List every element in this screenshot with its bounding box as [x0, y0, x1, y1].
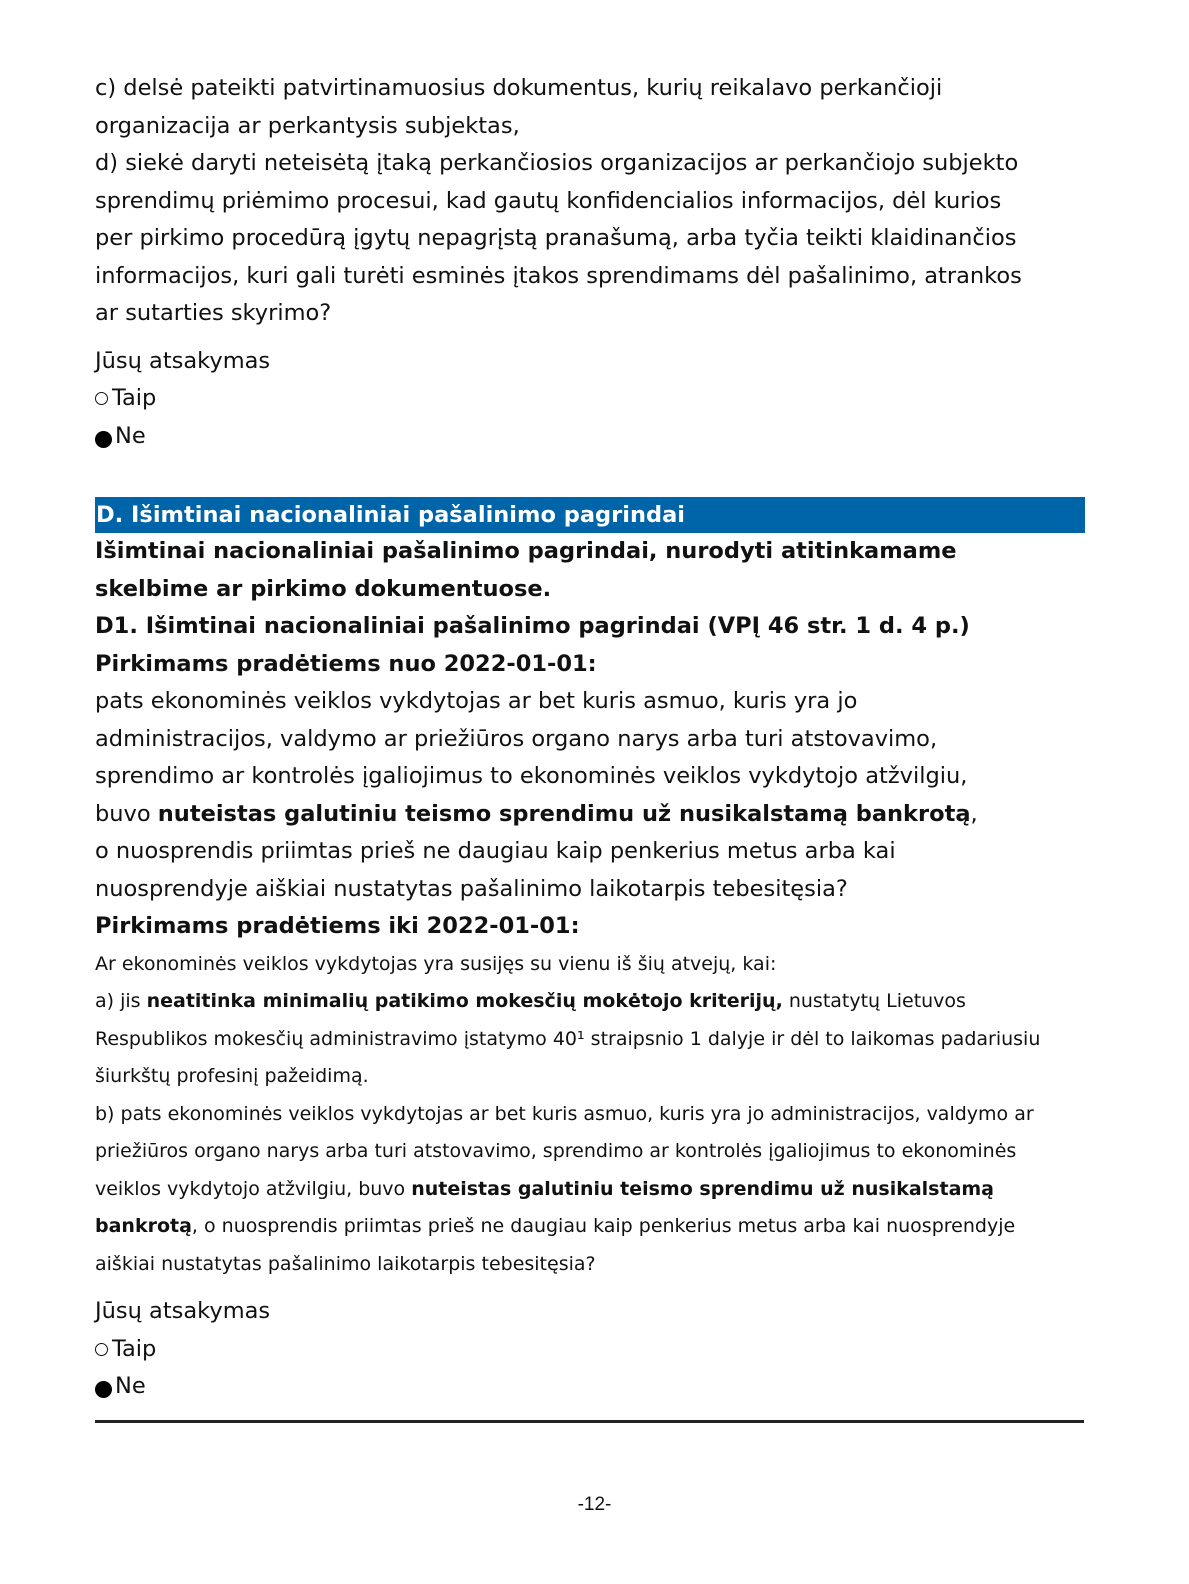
section-header: D. Išimtinai nacionaliniai pašalinimo pagrindai	[95, 497, 1085, 533]
item-a-line	[95, 983, 1085, 1021]
radio-checked-icon[interactable]	[95, 431, 112, 448]
subsection-title: D1. Išimtinai nacionaliniai pašalinimo pagrindai (VPĮ 46 str. 1 d. 4 p.)	[95, 613, 970, 639]
text-run: veiklos vykdytojo atžvilgiu, buvo	[95, 1177, 412, 1200]
item-b-line	[95, 1171, 1085, 1209]
from-text-line: nuosprendyje aiškiai nustatytas pašalinimo laikotarpis tebesitęsia?	[95, 875, 848, 902]
footer-divider	[95, 1420, 1084, 1423]
text-run: , o nuosprendis priimtas prieš ne daugiau kaip penkerius metus arba kai nuosprendyje	[191, 1215, 1016, 1237]
answer-label: Jūsų atsakymas	[95, 1298, 271, 1324]
answer-label: Jūsų atsakymas	[95, 347, 271, 374]
from-text-line	[95, 796, 1085, 834]
answer-option-yes[interactable]	[95, 1331, 1085, 1369]
section-intro: skelbime ar pirkimo dokumentuose.	[95, 575, 552, 602]
radio-checked-icon[interactable]	[95, 1381, 112, 1398]
item-a-line: šiurkštų profesinį pažeidimą.	[95, 1065, 369, 1087]
from-text-line: sprendimo ar kontrolės įgaliojimus to ekonominės veiklos vykdytojo atžvilgiu,	[95, 763, 968, 789]
radio-unchecked-icon[interactable]	[95, 1343, 108, 1356]
text-run-bold: nuteistas galutiniu teismo sprendimu už nusikalstamą	[411, 1177, 995, 1200]
question-d-line: ar sutarties skyrimo?	[95, 300, 332, 326]
from-text-line: o nuosprendis priimtas prieš ne daugiau kaip penkerius metus arba kai	[95, 838, 896, 864]
option-label: Ne	[115, 1373, 146, 1399]
page-number: -12-	[577, 1494, 612, 1515]
from-text-line: pats ekonominės veiklos vykdytojas ar bet kuris asmuo, kuris yra jo	[95, 688, 858, 714]
answer-option-no[interactable]	[95, 418, 1085, 456]
item-b-line: aiškiai nustatytas pašalinimo laikotarpis tebesitęsia?	[95, 1252, 596, 1275]
question-d-line: informacijos, kuri gali turėti esminės įtakos sprendimams dėl pašalinimo, atrankos	[95, 262, 1022, 289]
option-label: Ne	[115, 422, 146, 449]
text-run: ,	[970, 800, 978, 827]
option-label: Taip	[112, 385, 157, 411]
radio-unchecked-icon[interactable]	[95, 392, 108, 405]
text-run-bold: neatitinka minimalių patikimo mokesčių mokėtojo kriterijų,	[146, 990, 783, 1012]
from-text-line: administracijos, valdymo ar priežiūros organo narys arba turi atstovavimo,	[95, 725, 938, 752]
question-d-line: d) siekė daryti neteisėtą įtaką perkančiosios organizacijos ar perkančiojo subjekto	[95, 150, 1019, 176]
text-run-bold: nuteistas galutiniu teismo sprendimu už nusikalstamą bankrotą	[157, 800, 971, 827]
until-intro: Ar ekonominės veiklos vykdytojas yra susijęs su vienu iš šių atvejų, kai:	[95, 952, 777, 975]
question-d-line: per pirkimo procedūrą įgytų nepagrįstą pranašumą, arba tyčia teikti klaidinančios	[95, 225, 1017, 251]
document-page	[95, 70, 1085, 1406]
text-run: a) jis	[95, 990, 147, 1012]
question-c-line: organizacija ar perkantysis subjektas,	[95, 112, 520, 139]
item-b-line	[95, 1208, 1085, 1246]
answer-option-yes[interactable]	[95, 380, 1085, 418]
item-a-line: Respublikos mokesčių administravimo įstatymo 40¹ straipsnio 1 dalyje ir dėl to laikomas padariusiu	[95, 1027, 1041, 1050]
question-d-line: sprendimų priėmimo procesui, kad gautų konfidencialios informacijos, dėl kurios	[95, 187, 1002, 214]
subheading-until-date: Pirkimams pradėtiems iki 2022-01-01:	[95, 913, 580, 939]
question-c-line: c) delsė pateikti patvirtinamuosius dokumentus, kurių reikalavo perkančioji	[95, 75, 943, 101]
item-b-line: priežiūros organo narys arba turi atstovavimo, sprendimo ar kontrolės įgaliojimus to ekonominės	[95, 1140, 1017, 1162]
item-b-line: b) pats ekonominės veiklos vykdytojas ar bet kuris asmuo, kuris yra jo administracijos, valdymo ar	[95, 1102, 1034, 1125]
option-label: Taip	[112, 1335, 157, 1362]
text-run-bold: bankrotą	[95, 1215, 192, 1237]
subheading-from-date: Pirkimams pradėtiems nuo 2022-01-01:	[95, 650, 597, 677]
text-run: buvo	[95, 800, 158, 827]
section-intro: Išimtinai nacionaliniai pašalinimo pagrindai, nurodyti atitinkamame	[95, 538, 957, 564]
answer-option-no[interactable]	[95, 1368, 1085, 1406]
text-run: nustatytų Lietuvos	[782, 990, 966, 1012]
